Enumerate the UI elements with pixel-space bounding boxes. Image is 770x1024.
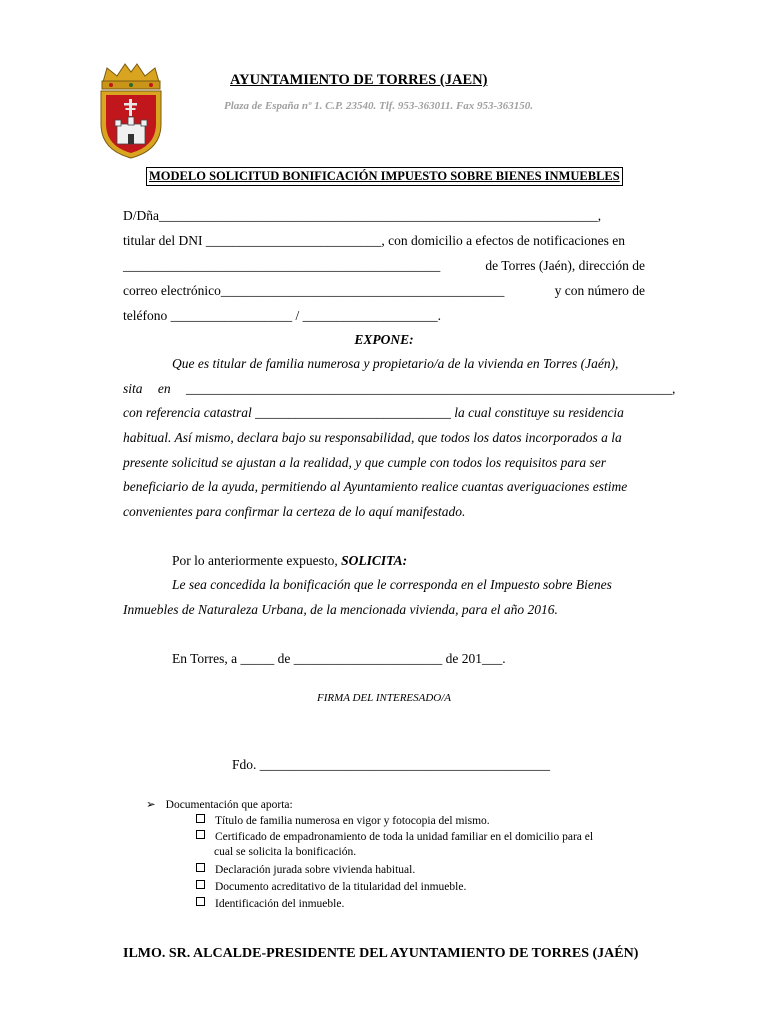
address-line: [123, 258, 645, 274]
expone-line-1: Que es titular de familia numerosa y propietario/a de la vivienda en Torres (Jaén),: [172, 356, 619, 371]
checkbox-icon: [196, 880, 205, 889]
doc-item-continuation: cual se solicita la bonificación.: [214, 846, 357, 858]
expone-sita: sita: [123, 381, 143, 396]
checkbox-icon: [196, 897, 205, 906]
phone-intro: y con número de: [554, 283, 645, 298]
email-label: correo electrónico__________________________________________: [123, 283, 505, 298]
expone-line-3: con referencia catastral _____________________________ la cual constituye su residencia: [123, 405, 624, 420]
dni-line: titular del DNI __________________________, con domicilio a efectos de notificaciones en: [123, 233, 626, 248]
expone-blank: ________________________________________________________________________,: [186, 381, 676, 396]
solicita-line-2: Inmuebles de Naturaleza Urbana, de la mencionada vivienda, para el año 2016.: [123, 602, 558, 617]
doc-item-label: Certificado de empadronamiento de toda la unidad familiar en el domicilio para el: [215, 831, 594, 843]
name-line: D/Dña_________________________________________________________________,: [123, 208, 602, 223]
doc-item-label: Título de familia numerosa en vigor y fotocopia del mismo.: [215, 815, 490, 827]
form-title: MODELO SOLICITUD BONIFICACIÓN IMPUESTO SOBRE BIENES INMUEBLES: [146, 167, 623, 186]
phone-line: teléfono __________________ / ____________________.: [123, 308, 441, 323]
expone-line-6: beneficiario de la ayuda, permitiendo al Ayuntamiento realice cuantas averiguaciones estime: [123, 479, 628, 494]
solicita-line-1: Le sea concedida la bonificación que le corresponda en el Impuesto sobre Bienes: [172, 577, 612, 592]
checkbox-icon: [196, 814, 205, 823]
checkbox-icon: [196, 863, 205, 872]
solicita-intro: Por lo anteriormente expuesto,: [172, 553, 342, 568]
doc-item: [196, 814, 490, 827]
address-label: de Torres (Jaén), dirección de: [485, 258, 645, 273]
solicita-line: [172, 553, 645, 569]
checkbox-icon: [196, 830, 205, 839]
doc-item-label: Documento acreditativo de la titularidad del inmueble.: [215, 881, 467, 893]
coat-of-arms-logo: [97, 62, 165, 160]
expone-line-4: habitual. Así mismo, declara bajo su responsabilidad, que todos los datos incorporados a la: [123, 430, 622, 445]
solicita-heading: SOLICITA:: [341, 553, 408, 568]
expone-line-2: [123, 381, 676, 397]
signature-line: Fdo. ___________________________________________: [232, 757, 551, 772]
expone-heading: EXPONE:: [354, 332, 414, 347]
email-line: [123, 283, 645, 299]
doc-item: [196, 863, 415, 876]
doc-item-label: Identificación del inmueble.: [215, 898, 345, 910]
expone-line-7: convenientes para confirmar la certeza de lo aquí manifestado.: [123, 504, 466, 519]
header-address: Plaza de España nº 1. C.P. 23540. Tlf. 953-363011. Fax 953-363150.: [224, 100, 533, 112]
doc-item: [196, 830, 593, 843]
signature-caption: FIRMA DEL INTERESADO/A: [316, 692, 452, 704]
docs-heading-row: [146, 797, 293, 811]
date-line: En Torres, a _____ de ______________________ de 201___.: [172, 651, 506, 666]
doc-item: [196, 880, 466, 893]
doc-item: [196, 897, 344, 910]
header-title: AYUNTAMIENTO DE TORRES (JAEN): [230, 72, 488, 88]
addressee-footer: ILMO. SR. ALCALDE-PRESIDENTE DEL AYUNTAMIENTO DE TORRES (JAÉN): [123, 946, 639, 961]
expone-line-5: presente solicitud se ajustan a la realidad, y que cumple con todos los requisitos para ser: [123, 455, 606, 470]
expone-en: en: [157, 381, 171, 396]
doc-item-label: Declaración jurada sobre vivienda habitual.: [215, 864, 416, 876]
address-blank: _______________________________________________: [123, 258, 441, 273]
arrow-bullet-icon: ➢: [146, 799, 156, 811]
docs-heading: Documentación que aporta:: [165, 799, 293, 811]
